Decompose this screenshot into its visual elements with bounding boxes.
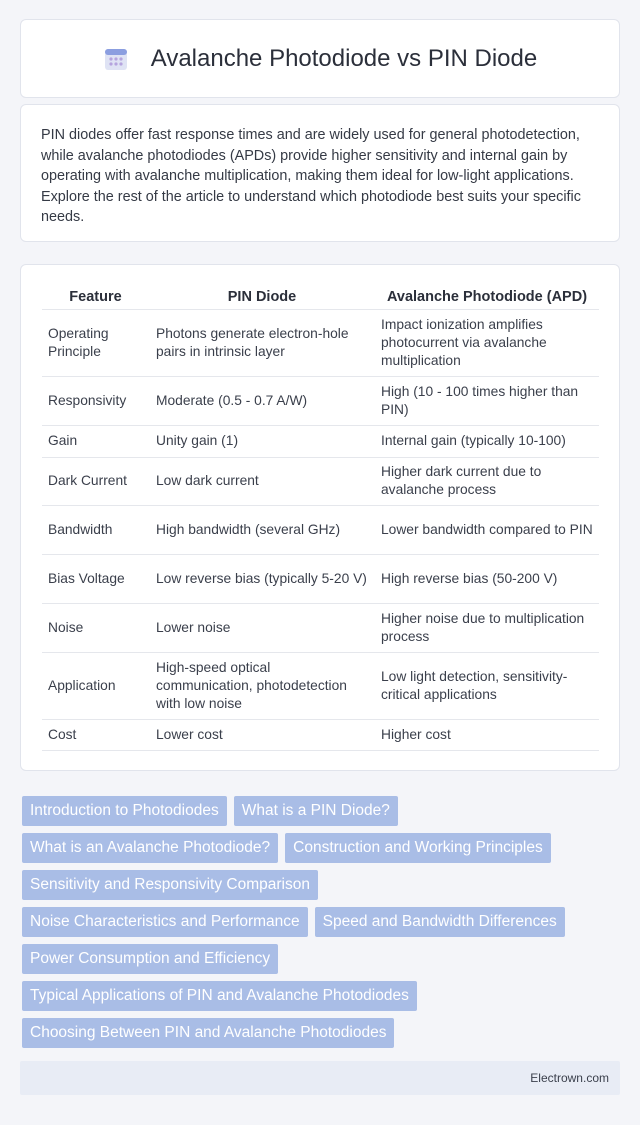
header-card: [20, 19, 620, 98]
table-row: [42, 505, 599, 554]
tag-construction-working-principles[interactable]: Construction and Working Principles: [285, 833, 551, 863]
cell-feature: Cost: [48, 726, 77, 742]
cell-pin: Lower noise: [156, 619, 231, 635]
cell-pin: Photons generate electron-hole pairs in intrinsic layer: [156, 325, 349, 359]
header-feature: Feature: [69, 289, 122, 305]
cell-feature: Operating Principle: [48, 325, 109, 359]
tag-row: [22, 1018, 618, 1048]
tag-power-consumption[interactable]: Power Consumption and Efficiency: [22, 944, 278, 974]
cell-pin: Low dark current: [156, 473, 259, 488]
table-header-row: [42, 285, 599, 309]
table-row: [42, 376, 599, 425]
tag-what-is-pin-diode[interactable]: What is a PIN Diode?: [234, 796, 398, 826]
tag-row: [22, 833, 618, 863]
cell-apd: Low light detection, sensitivity-critical applications: [381, 668, 568, 702]
page-title: Avalanche Photodiode vs PIN Diode: [150, 44, 538, 72]
table-row: [42, 652, 599, 719]
tag-row: [22, 981, 618, 1011]
table-row: [42, 457, 599, 505]
comparison-table: [42, 285, 599, 751]
cell-feature: Application: [48, 677, 116, 693]
cell-feature: Noise: [48, 619, 84, 635]
cell-pin: Low reverse bias (typically 5-20 V): [156, 570, 367, 586]
cell-feature: Bias Voltage: [48, 570, 125, 586]
cell-apd: Higher noise due to multiplication process: [381, 610, 585, 644]
intro-paragraph: PIN diodes offer fast response times and are widely used for general photodetection, while avalanche photodiodes (APDs) provide higher sensitivity and internal gain by operating with avalanche multiplication, making them ideal for low-light applications. Explore the rest of the article to understand which photodiode best suits your specific needs.: [41, 127, 581, 225]
comparison-table-card: [20, 264, 620, 771]
cell-feature: Gain: [48, 433, 78, 448]
cell-apd: Higher cost: [381, 726, 451, 742]
tag-what-is-apd[interactable]: What is an Avalanche Photodiode?: [22, 833, 278, 863]
footer-site-name[interactable]: Electrown.com: [530, 1071, 609, 1085]
document-grid-icon: [103, 46, 129, 72]
tag-noise-characteristics[interactable]: Noise Characteristics and Performance: [22, 907, 308, 937]
cell-pin: Unity gain (1): [156, 433, 239, 448]
cell-apd: High (10 - 100 times higher than PIN): [381, 383, 579, 417]
cell-apd: Impact ionization amplifies photocurrent via avalanche multiplication: [381, 316, 547, 368]
cell-feature: Dark Current: [48, 473, 127, 488]
tag-speed-bandwidth[interactable]: Speed and Bandwidth Differences: [315, 907, 565, 937]
cell-feature: Responsivity: [48, 392, 127, 408]
cell-pin: High bandwidth (several GHz): [156, 521, 341, 537]
cell-apd: High reverse bias (50-200 V): [381, 570, 558, 586]
cell-apd: Internal gain (typically 10-100): [381, 433, 566, 448]
footer: [20, 1061, 620, 1095]
cell-apd: Lower bandwidth compared to PIN: [381, 521, 593, 537]
cell-apd: Higher dark current due to avalanche process: [381, 464, 542, 497]
tag-row: [22, 907, 618, 937]
table-row: [42, 603, 599, 652]
intro-card: [20, 104, 620, 242]
header-apd: Avalanche Photodiode (APD): [386, 289, 588, 305]
header-pin-diode: PIN Diode: [227, 289, 297, 305]
tag-introduction-to-photodiodes[interactable]: Introduction to Photodiodes: [22, 796, 227, 826]
topic-tags: [22, 796, 618, 1055]
table-row: [42, 719, 599, 750]
tag-row: [22, 944, 618, 974]
cell-pin: High-speed optical communication, photodetection with low noise: [156, 659, 347, 711]
tag-choosing-between[interactable]: Choosing Between PIN and Avalanche Photodiodes: [22, 1018, 394, 1048]
cell-pin: Moderate (0.5 - 0.7 A/W): [156, 392, 308, 408]
table-row: [42, 309, 599, 376]
tag-typical-applications[interactable]: Typical Applications of PIN and Avalanche Photodiodes: [22, 981, 417, 1011]
table-row: [42, 554, 599, 603]
tag-row: [22, 870, 618, 900]
tag-sensitivity-responsivity[interactable]: Sensitivity and Responsivity Comparison: [22, 870, 318, 900]
table-row: [42, 425, 599, 457]
tag-row: [22, 796, 618, 826]
cell-pin: Lower cost: [156, 726, 223, 742]
cell-feature: Bandwidth: [48, 521, 113, 537]
